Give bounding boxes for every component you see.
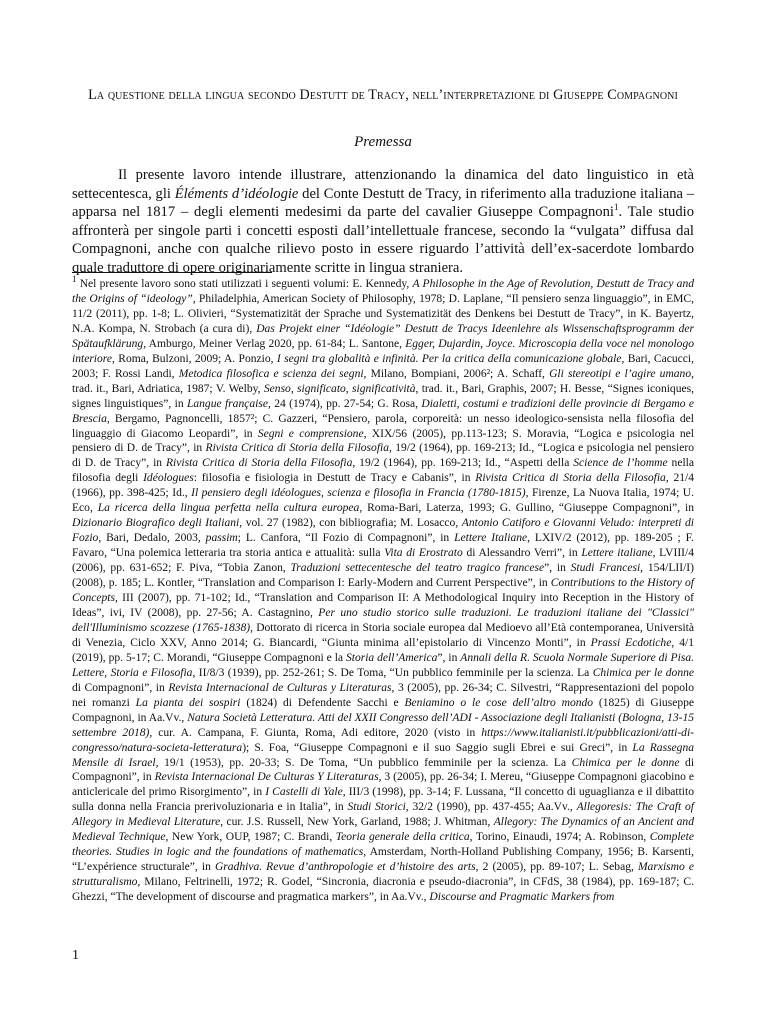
footnote-italic-title: La Rassegna Mensile di Israel bbox=[72, 741, 695, 769]
footnote-text-part: di Compagnoni”, in bbox=[72, 756, 695, 784]
body-paragraph bbox=[72, 166, 694, 277]
footnote-italic-title: Annali della R. Scuola Normale Superiore di Pisa. Lettere, Storia e Filosofia bbox=[72, 651, 694, 679]
footnote-italic-title: Per uno studio storico sulle traduzioni. Le traduzioni italiane dei "Classici" dell'Illuminismo scozzese (1765-1838) bbox=[72, 606, 694, 634]
footnote-text-part: , 4/1 (2019), pp. 5-17; C. Morandi, “Giuseppe Compagnoni e la bbox=[72, 636, 694, 664]
footnote-text-part: , 3 (2005), pp. 26-34; I. Mereu, “Giuseppe Compagnoni giacobino e anticlericale del primo Risorgimento”, in bbox=[72, 771, 694, 799]
footnote-italic-title: Allegory: The Dynamics of an Ancient and Medieval Technique bbox=[72, 816, 694, 844]
footnote-mark: 1 bbox=[72, 274, 77, 285]
footnote bbox=[72, 274, 695, 905]
footnote-text-part: , Milano, Bompiani, 2006²; A. Schaff, bbox=[363, 367, 550, 380]
footnote-reference[interactable]: 1 bbox=[613, 202, 619, 213]
footnote-text-part: , LVIII/4 (2006), pp. 631-652; F. Piva, “Tobia Zanon, bbox=[72, 547, 694, 575]
page-number: 1 bbox=[72, 948, 79, 963]
footnote-italic-title: La ricerca della lingua perfetta nella cultura europea bbox=[97, 502, 360, 515]
body-italic-title: Éléments d’idéologie bbox=[174, 185, 299, 202]
footnote-italic-title: Studi Francesi bbox=[570, 562, 641, 575]
footnote-text-part: , Firenze, La Nuova Italia, 1974; U. Eco, bbox=[72, 487, 694, 515]
footnote-text-part: , cur. A. Campana, F. Giunta, Roma, Adi editore, 2020 (visto in bbox=[149, 726, 482, 739]
footnote-italic-title: Lettere Italiane bbox=[454, 532, 528, 545]
footnote-text-part: , 19/2 (1964), pp. 169-213; Id., “Logica e psicologia nel pensiero di D. de Tracy”, in bbox=[72, 442, 694, 470]
footnote-text-part: , 2 (2005), pp. 89-107; L. Sebag, bbox=[475, 861, 638, 874]
footnote-text-part: , Amsterdam, North-Holland Publishing Company, 1956; B. Karsenti, “L’expérience structurale”, in bbox=[72, 846, 694, 874]
footnote-italic-title: Gli stereotipi e l’agire umano bbox=[549, 367, 692, 380]
body-text-part: del Conte Destutt de Tracy, in riferimento alla traduzione italiana – apparsa nel 1817 – degli elementi medesimi da parte del cavalier Giuseppe Compagnoni bbox=[72, 185, 695, 220]
footnote-text-part: , trad. it., Bari, Adriatica, 1987; V. Welby, bbox=[72, 367, 694, 395]
footnote-text-part: , vol. 27 (1982), con bibliografia; M. Losacco, bbox=[239, 517, 462, 530]
footnote-italic-title: Dialetti, costumi e tradizioni delle provincie di Bergamo e Brescia bbox=[72, 397, 695, 425]
footnote-italic-title: I Castelli di Yale bbox=[265, 786, 343, 799]
footnote-italic-title: Senso, significato, significatività bbox=[263, 382, 416, 395]
footnote-italic-title: Marxismo e strutturalismo bbox=[72, 861, 694, 889]
footnote-italic-title: passim bbox=[205, 532, 238, 545]
footnote-text-part: , Bari, Cacucci, 2003; F. Rossi Landi, bbox=[72, 352, 694, 380]
footnote-text-part: (1825) di Giuseppe Compagnoni, in Aa.Vv., bbox=[72, 696, 694, 724]
footnote-italic-title: Prassi Ecdotiche bbox=[590, 636, 672, 649]
footnote-italic-title: A Philosophe in the Age of Revolution, Destutt de Tracy and the Origins of “ideology” bbox=[72, 278, 695, 305]
footnote-text-part: , 24 (1974), pp. 27-54; G. Rosa, bbox=[267, 397, 422, 410]
footnote-italic-title: Science de l’homme bbox=[573, 457, 668, 470]
footnote-italic-title: Langue française bbox=[186, 397, 268, 410]
footnote-text-part: , Bergamo, Pagnoncelli, 1857²; C. Gazzeri, “Pensiero, parola, corporeità: un nesso ideologico-sensista nella filosofia del linguaggio di Giacomo Leopardi”, in bbox=[72, 412, 694, 440]
footnote-text-part: , Bari, Dedalo, 2003, bbox=[98, 532, 206, 545]
footnote-text-part: , III (2007), pp. 71-102; Id., “Translation and Comparison II: A Methodological Inquiry into Reception in the History of Ideas”, ivi, IV (2008), pp. 27-56; A. Castagnino, bbox=[72, 592, 694, 619]
paper-title: La questione della lingua secondo Destutt de Tracy, nell’interpretazione di Giuseppe Compagnoni bbox=[88, 87, 678, 103]
footnote-italic-title: Egger, Dujardin, Joyce. Microscopia della voce nel monologo interiore bbox=[72, 337, 694, 365]
footnote-text-part: , 19/1 (1953), pp. 20-33; S. De Toma, “Un pubblico femminile per la scienza. La bbox=[155, 756, 572, 769]
body-text-part: . Tale studio affronterà per singole parti i concetti esposti dall’intellettuale francese, secondo la “vulgata” diffusa dal Compagnoni, anche con qualche rilievo posto in essere riguardo l’attività dell’ex-sacerdote lombardo quale traduttore di opere originariamente scritte in lingua straniera. bbox=[72, 204, 694, 276]
footnote-text-part: , Roma-Bari, Laterza, 1993; G. Gullino, “Giuseppe Compagnoni”, in bbox=[359, 502, 694, 515]
footnote-text-part: , III/3 (1998), pp. 3-14; F. Lussana, “Il concetto di uguaglianza e il dibattito sulla donna nella Francia prerivoluzionaria e in Italia”, in bbox=[72, 786, 694, 814]
footnote-text-part: , New York, OUP, 1987; C. Brandi, bbox=[165, 831, 336, 844]
footnote-italic-title: Segni e comprensione bbox=[257, 427, 364, 440]
footnote-text-part: , Torino, Einaudi, 1974; A. Robinson, bbox=[469, 831, 650, 844]
footnote-separator bbox=[72, 272, 272, 273]
footnote-text-part: Nel presente lavoro sono stati utilizzati i seguenti volumi: E. Kennedy, bbox=[76, 278, 413, 290]
footnote-italic-title: Studi Storici bbox=[347, 801, 406, 814]
footnote-text-part: , Philadelphia, American Society of Philosophy, 1978; D. Laplane, “Il pensiero senza linguaggio”, in EMC, 11/2 (2011), pp. 1-8; L. Olivieri, “Systematizität der Sprache und Systematizität des Denkens bei Destutt de Tracy”, in K. Bayertz, N.A. Kompa, N. Strobach (a cura di), bbox=[72, 292, 694, 335]
footnote-text bbox=[72, 278, 694, 903]
footnote-italic-title: Lettere italiane bbox=[581, 547, 653, 560]
footnote-italic-title: Rivista Critica di Storia della Filosofia bbox=[475, 472, 666, 485]
footnote-text-part: , trad. it., Bari, Graphis, 2007; H. Besse, “Signes iconiques, signes linguistiques”, in bbox=[72, 382, 694, 410]
footnote-text-part: , Amburgo, Meiner Verlag 2020, pp. 61-84; L. Santone, bbox=[143, 337, 406, 350]
footnote-italic-title: https://www.italianisti.it/pubblicazioni/atti-di-congresso/natura-societa-letteratura bbox=[72, 726, 694, 754]
section-heading: Premessa bbox=[354, 134, 412, 150]
footnote-text-part: , II/8/3 (1939), pp. 252-261; S. De Toma, “Un pubblico femminile per la scienza. La bbox=[192, 666, 593, 679]
footnote-text-part: ”, in bbox=[437, 651, 461, 664]
footnote-italic-title: Revista Internacional De Culturas Y Literaturas bbox=[154, 771, 379, 784]
footnote-text-part: , LXIV/2 (2012), pp. 189-205 ; F. Favaro, “Una polemica letteraria tra storia antica e attualità: sulla bbox=[72, 532, 695, 560]
footnote-text-part: di Compagnoni”, in bbox=[72, 681, 169, 694]
footnote-italic-title: Rivista Critica di Storia della Filosofia bbox=[205, 442, 390, 455]
footnote-italic-title: Allegoresis: The Craft of Allegory in Medieval Literature bbox=[72, 801, 694, 829]
footnote-text-part: , cur. J.S. Russell, New York, Garland, 1988; J. Whitman, bbox=[220, 816, 494, 829]
footnote-text-part: di Alessandro Verri”, in bbox=[462, 547, 582, 560]
footnote-text-part: ”, in bbox=[544, 562, 571, 575]
footnote-italic-title: Discourse and Pragmatic Markers from bbox=[429, 891, 615, 904]
footnote-italic-title: Storia dell’America bbox=[345, 651, 438, 664]
footnote-italic-title: Vita di Erostrato bbox=[384, 547, 463, 560]
footnote-text-part: : filosofia e fisiologia in Destutt de Tracy e Cabanis”, in bbox=[193, 472, 476, 485]
footnote-italic-title: Teoria generale della critica bbox=[335, 831, 470, 844]
footnote-italic-title: Metodica filosofica e scienza dei segni bbox=[178, 367, 364, 380]
footnote-italic-title: Dizionario Biografico degli Italiani bbox=[72, 517, 240, 530]
footnote-text-part: (1824) di Defendente Sacchi e bbox=[240, 696, 405, 709]
footnote-text-part: ); S. Foa, “Giuseppe Compagnoni e il suo Saggio sugli Ebrei e sui Greci”, in bbox=[242, 741, 633, 754]
footnote-text-part: , XIX/56 (2005), pp.113-123; S. Moravia, “Logica e psicologia nel pensiero di D. de Tracy”, in bbox=[72, 427, 694, 455]
footnote-text-part: , 154/LII/I) (2008), p. 185; L. Kontler, “Translation and Comparison I: Early-Modern and Current Perspective”, in bbox=[72, 562, 694, 590]
footnote-text-part: , 32/2 (1990), pp. 437-455; Aa.Vv., bbox=[405, 801, 577, 814]
footnote-italic-title: Complete theories. Studies in logic and the foundations of mathematics bbox=[72, 831, 695, 859]
footnote-italic-title: Traduzioni settecentesche del teatro tragico francese bbox=[290, 562, 545, 575]
footnote-italic-title: Revista Internacional de Culturas y Literaturas bbox=[168, 681, 392, 694]
footnote-text-part: nella filosofia degli bbox=[72, 457, 694, 485]
footnote-italic-title: Beniamino o le cose dell’altro mondo bbox=[404, 696, 594, 709]
footnote-italic-title: Das Projekt einer “Idéologie” Destutt de Tracys Ideenlehre als Wissenschaftsprogramm der Spätaufklärung bbox=[72, 322, 694, 350]
footnote-italic-title: Gradhiva. Revue d’anthropologie et d’histoire des arts bbox=[214, 861, 476, 874]
footnote-italic-title: Natura Società Letteratura. Atti del XXII Congresso dell’ADI - Associazione degli Italianisti (Bologna, 13-15 settembre 2018) bbox=[72, 711, 694, 739]
footnote-italic-title: La pianta dei sospiri bbox=[135, 696, 241, 709]
footnote-text-part: , Dottorato di ricerca in Storia sociale europea dal Medioevo all’Età contemporanea, Università di Venezia, Ciclo XXV, Anno 2014; G. Biancardi, “Giunta minima all’epistolario di Vincenzo Monti”, in bbox=[72, 621, 694, 649]
footnote-text-part: , 19/2 (1964), pp. 169-213; Id., “Aspetti della bbox=[352, 457, 574, 470]
footnote-italic-title: Antonio Catiforo e Giovanni Veludo: interpreti di Fozio bbox=[72, 517, 694, 545]
footnote-text-part: ; L. Canfora, “Il Fozio di Compagnoni”, in bbox=[237, 532, 455, 545]
footnote-text-part: , 3 (2005), pp. 26-34; C. Silvestri, “Rappresentazioni del popolo nei romanzi bbox=[72, 681, 695, 709]
footnote-text-part: , Milano, Feltrinelli, 1972; R. Godel, “Sincronia, diacronia e pseudo-diacronia”, in CFdS, 38 (1984), pp. 169-187; C. Ghezzi, “The development of discourse and pragmatica markers”, in Aa.Vv., bbox=[72, 876, 694, 904]
body-text-part: Il presente lavoro intende illustrare, attenzionando la dinamica del dato linguistico in età settecentesca, gli bbox=[72, 167, 694, 202]
footnote-italic-title: Contributions to the History of Concepts bbox=[72, 577, 695, 605]
footnote-italic-title: Idéologues bbox=[143, 472, 194, 485]
footnote-text-part: , 21/4 (1966), pp. 398-425; Id., bbox=[72, 472, 695, 500]
footnote-italic-title: Il pensiero degli idéologues, scienza e filosofia in Francia (1780-1815) bbox=[191, 487, 526, 500]
footnote-text-part: , Roma, Bulzoni, 2009; A. Ponzio, bbox=[111, 352, 277, 365]
footnote-italic-title: Chimica per le donne bbox=[571, 756, 680, 769]
footnote-italic-title: I segni tra globalità e infinità. Per la critica della comunicazione globale bbox=[276, 352, 622, 365]
footnote-italic-title: Chimica per le donne bbox=[592, 666, 694, 679]
footnote-italic-title: Rivista Critica di Storia della Filosofia bbox=[166, 457, 353, 470]
